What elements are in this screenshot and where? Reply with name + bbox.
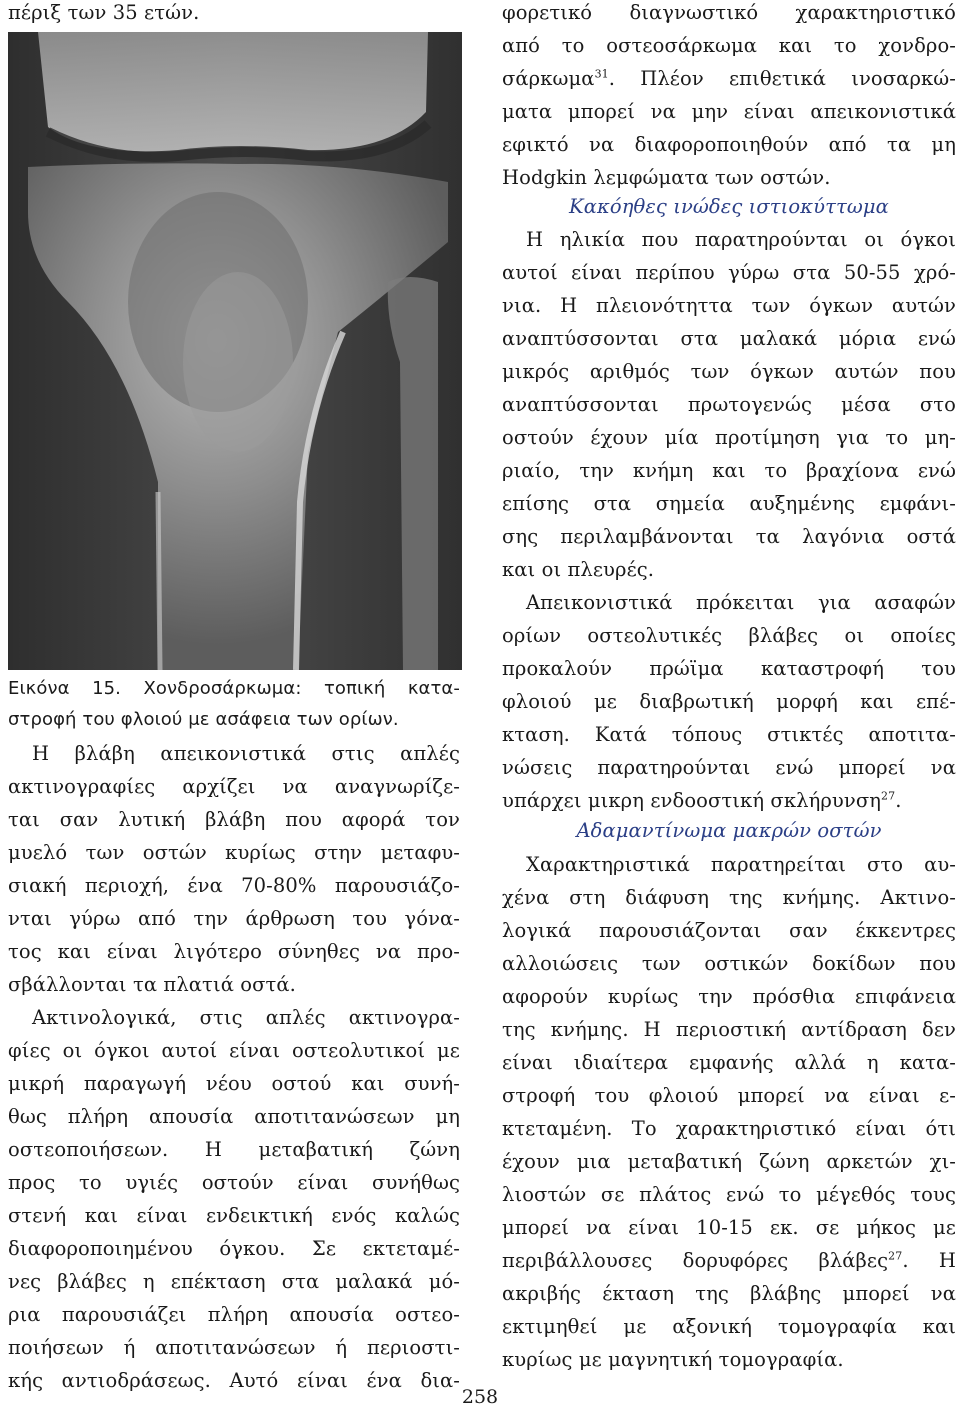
footnote-ref: 27 xyxy=(881,789,896,803)
text-line: χένα στη διάφυση της κνήμης. Ακτινο- xyxy=(502,886,956,909)
text-line: ματα μπορεί να μην είναι απεικονιστικά xyxy=(502,100,956,123)
text-line: σάρκωμα$^{31}$. Πλέον επιθετικά ινοσαρκώ- xyxy=(502,67,956,90)
text-line: έχουν μια μεταβατική ζώνη αρκετών χι- xyxy=(502,1150,956,1173)
text-line: στροφή του φλοιού μπορεί να είναι ε- xyxy=(502,1084,956,1107)
text-line: στενή και είναι ενδεικτική ενός καλώς xyxy=(8,1204,460,1227)
text-line: κτεταμένη. Το χαρακτηριστικό είναι ότι xyxy=(502,1117,956,1140)
text-line: προς το υγιές οστούν είναι συνήθως xyxy=(8,1171,460,1194)
footnote-ref: 31 xyxy=(594,67,609,81)
text-line: νες βλάβες η επέκταση στα μαλακά μό- xyxy=(8,1270,460,1293)
text-line: ακτινογραφίες αρχίζει να αναγνωρίζε- xyxy=(8,775,460,798)
text-line: Η βλάβη απεικονιστικά στις απλές xyxy=(32,742,460,765)
text-line: αναπτύσσονται στα μαλακά μόρια ενώ xyxy=(502,327,956,350)
text-line: διαφοροποιημένου όγκου. Σε εκτεταμέ- xyxy=(8,1237,460,1260)
text-line: μπορεί να είναι 10-15 εκ. σε μήκος με xyxy=(502,1216,956,1239)
text-line: ορίων οστεολυτικές βλάβες οι οποίες xyxy=(502,624,956,647)
text-line: λογικά παρουσιάζονται σαν έκκεντρες xyxy=(502,919,956,942)
text-line: φλοιού με διαβρωτική μορφή και επέ- xyxy=(502,690,956,713)
text-line: μικρός αριθμός των όγκων αυτών που xyxy=(502,360,956,383)
text-line: εφικτό να διαφοροποιηθούν από τα μη xyxy=(502,133,956,156)
text-line: οστεοποιήσεων. Η μεταβατική ζώνη xyxy=(8,1138,460,1161)
text-line: σης περιλαμβάνονται τα λαγόνια οστά xyxy=(502,525,956,548)
text-line: ριαίο, την κνήμη και το βραχίονα ενώ xyxy=(502,459,956,482)
text-line: σβάλλονται τα πλατιά οστά. xyxy=(8,973,296,996)
text-line: από το οστεοσάρκωμα και το χονδρο- xyxy=(502,34,956,57)
text-line: μικρή παραγωγή νέου οστού και συνή- xyxy=(8,1072,460,1095)
text-line: ται σαν λυτική βλάβη που αφορά τον xyxy=(8,808,460,831)
text-line: Απεικονιστικά πρόκειται για ασαφών xyxy=(526,591,956,614)
text-line: οστούν έχουν μία προτίμηση για το μη- xyxy=(502,426,956,449)
text-line: Χαρακτηριστικά παρατηρείται στο αυ- xyxy=(526,853,956,876)
text-line: υπάρχει μικρη ενδοοστική σκλήρυνση$^{27}$. xyxy=(502,789,902,812)
text-line: Ακτινολογικά, στις απλές ακτινογρα- xyxy=(32,1006,460,1029)
text-line: θως πλήρη απουσία αποτιτανώσεων μη xyxy=(8,1105,460,1128)
text-line: πέριξ των 35 ετών. xyxy=(8,1,200,24)
text-line: επίσης στα σημεία αυξημένης εμφάνι- xyxy=(502,492,956,515)
text-line: κυρίως με μαγνητική τομογραφία. xyxy=(502,1348,844,1371)
text-line: Hodgkin λεμφώματα των οστών. xyxy=(502,166,831,189)
text-line: κταση. Κατά τόπους στικτές αποτιτα- xyxy=(502,723,956,746)
text-line: προκαλούν πρώϊμα καταστροφή του xyxy=(502,657,956,680)
text-line: αφορούν κυρίως την πρόσθια επιφάνεια xyxy=(502,985,956,1008)
text-line: εκτιμηθεί με αξονική τομογραφία και xyxy=(502,1315,956,1338)
text-line: αυτοί είναι περίπου γύρω στα 50-55 χρό- xyxy=(502,261,956,284)
section-heading: Αδαμαντίνωμα μακρών οστών xyxy=(576,819,882,842)
text-line: νια. Η πλειονότηττα των όγκων αυτών xyxy=(502,294,956,317)
page-number: 258 xyxy=(461,1386,499,1408)
text-line: Η ηλικία που παρατηρούνται οι όγκοι xyxy=(526,228,956,251)
text-line: μυελό των οστών κυρίως στην μεταφυ- xyxy=(8,841,460,864)
text-line: και οι πλευρές. xyxy=(502,558,655,581)
text-line: της κνήμης. Η περιοστική αντίδραση δεν xyxy=(502,1018,956,1041)
text-line: φορετικό διαγνωστικό χαρακτηριστικό xyxy=(502,1,956,24)
text-line: ποιήσεων ή αποτιτανώσεων ή περιοστι- xyxy=(8,1336,460,1359)
text-line: αλλοιώσεις των οστικών δοκίδων που xyxy=(502,952,956,975)
section-heading: Κακόηθες ινώδες ιστιοκύττωμα xyxy=(569,195,889,218)
text-line: λιοστών σε πλάτος ενώ το μέγεθός τους xyxy=(502,1183,956,1206)
text-line: ρια παρουσιάζει πλήρη απουσία οστεο- xyxy=(8,1303,460,1326)
text-line: είναι ιδιαίτερα εμφανής αλλά η κατα- xyxy=(502,1051,956,1074)
figure-caption: Εικόνα 15. Χονδροσάρκωμα: τοπική κατα- xyxy=(8,678,460,699)
figure-caption: στροφή του φλοιού με ασάφεια των ορίων. xyxy=(8,709,399,730)
text-line: φίες οι όγκοι αυτοί είναι οστεολυτικοί με xyxy=(8,1039,460,1062)
text-line: νται γύρω από την άρθρωση του γόνα- xyxy=(8,907,460,930)
text-line: σιακή περιοχή, ένα 70-80% παρουσιάζο- xyxy=(8,874,460,897)
text-line: κής αντιοδράσεως. Αυτό είναι ένα δια- xyxy=(8,1369,460,1392)
text-line: αναπτύσσονται πρωτογενώς μέσα στο xyxy=(502,393,956,416)
text-line: τος και είναι λιγότερο σύνηθες να προ- xyxy=(8,940,460,963)
footnote-ref: 27 xyxy=(888,1249,903,1263)
xray-image-knee-tibia xyxy=(8,32,462,670)
text-line: περιβάλλουσες δορυφόρες βλάβες$^{27}$. Η xyxy=(502,1249,956,1272)
text-line: ακριβής έκταση της βλάβης μπορεί να xyxy=(502,1282,956,1305)
text-line: νώσεις παρατηρούνται ενώ μπορεί να xyxy=(502,756,956,779)
